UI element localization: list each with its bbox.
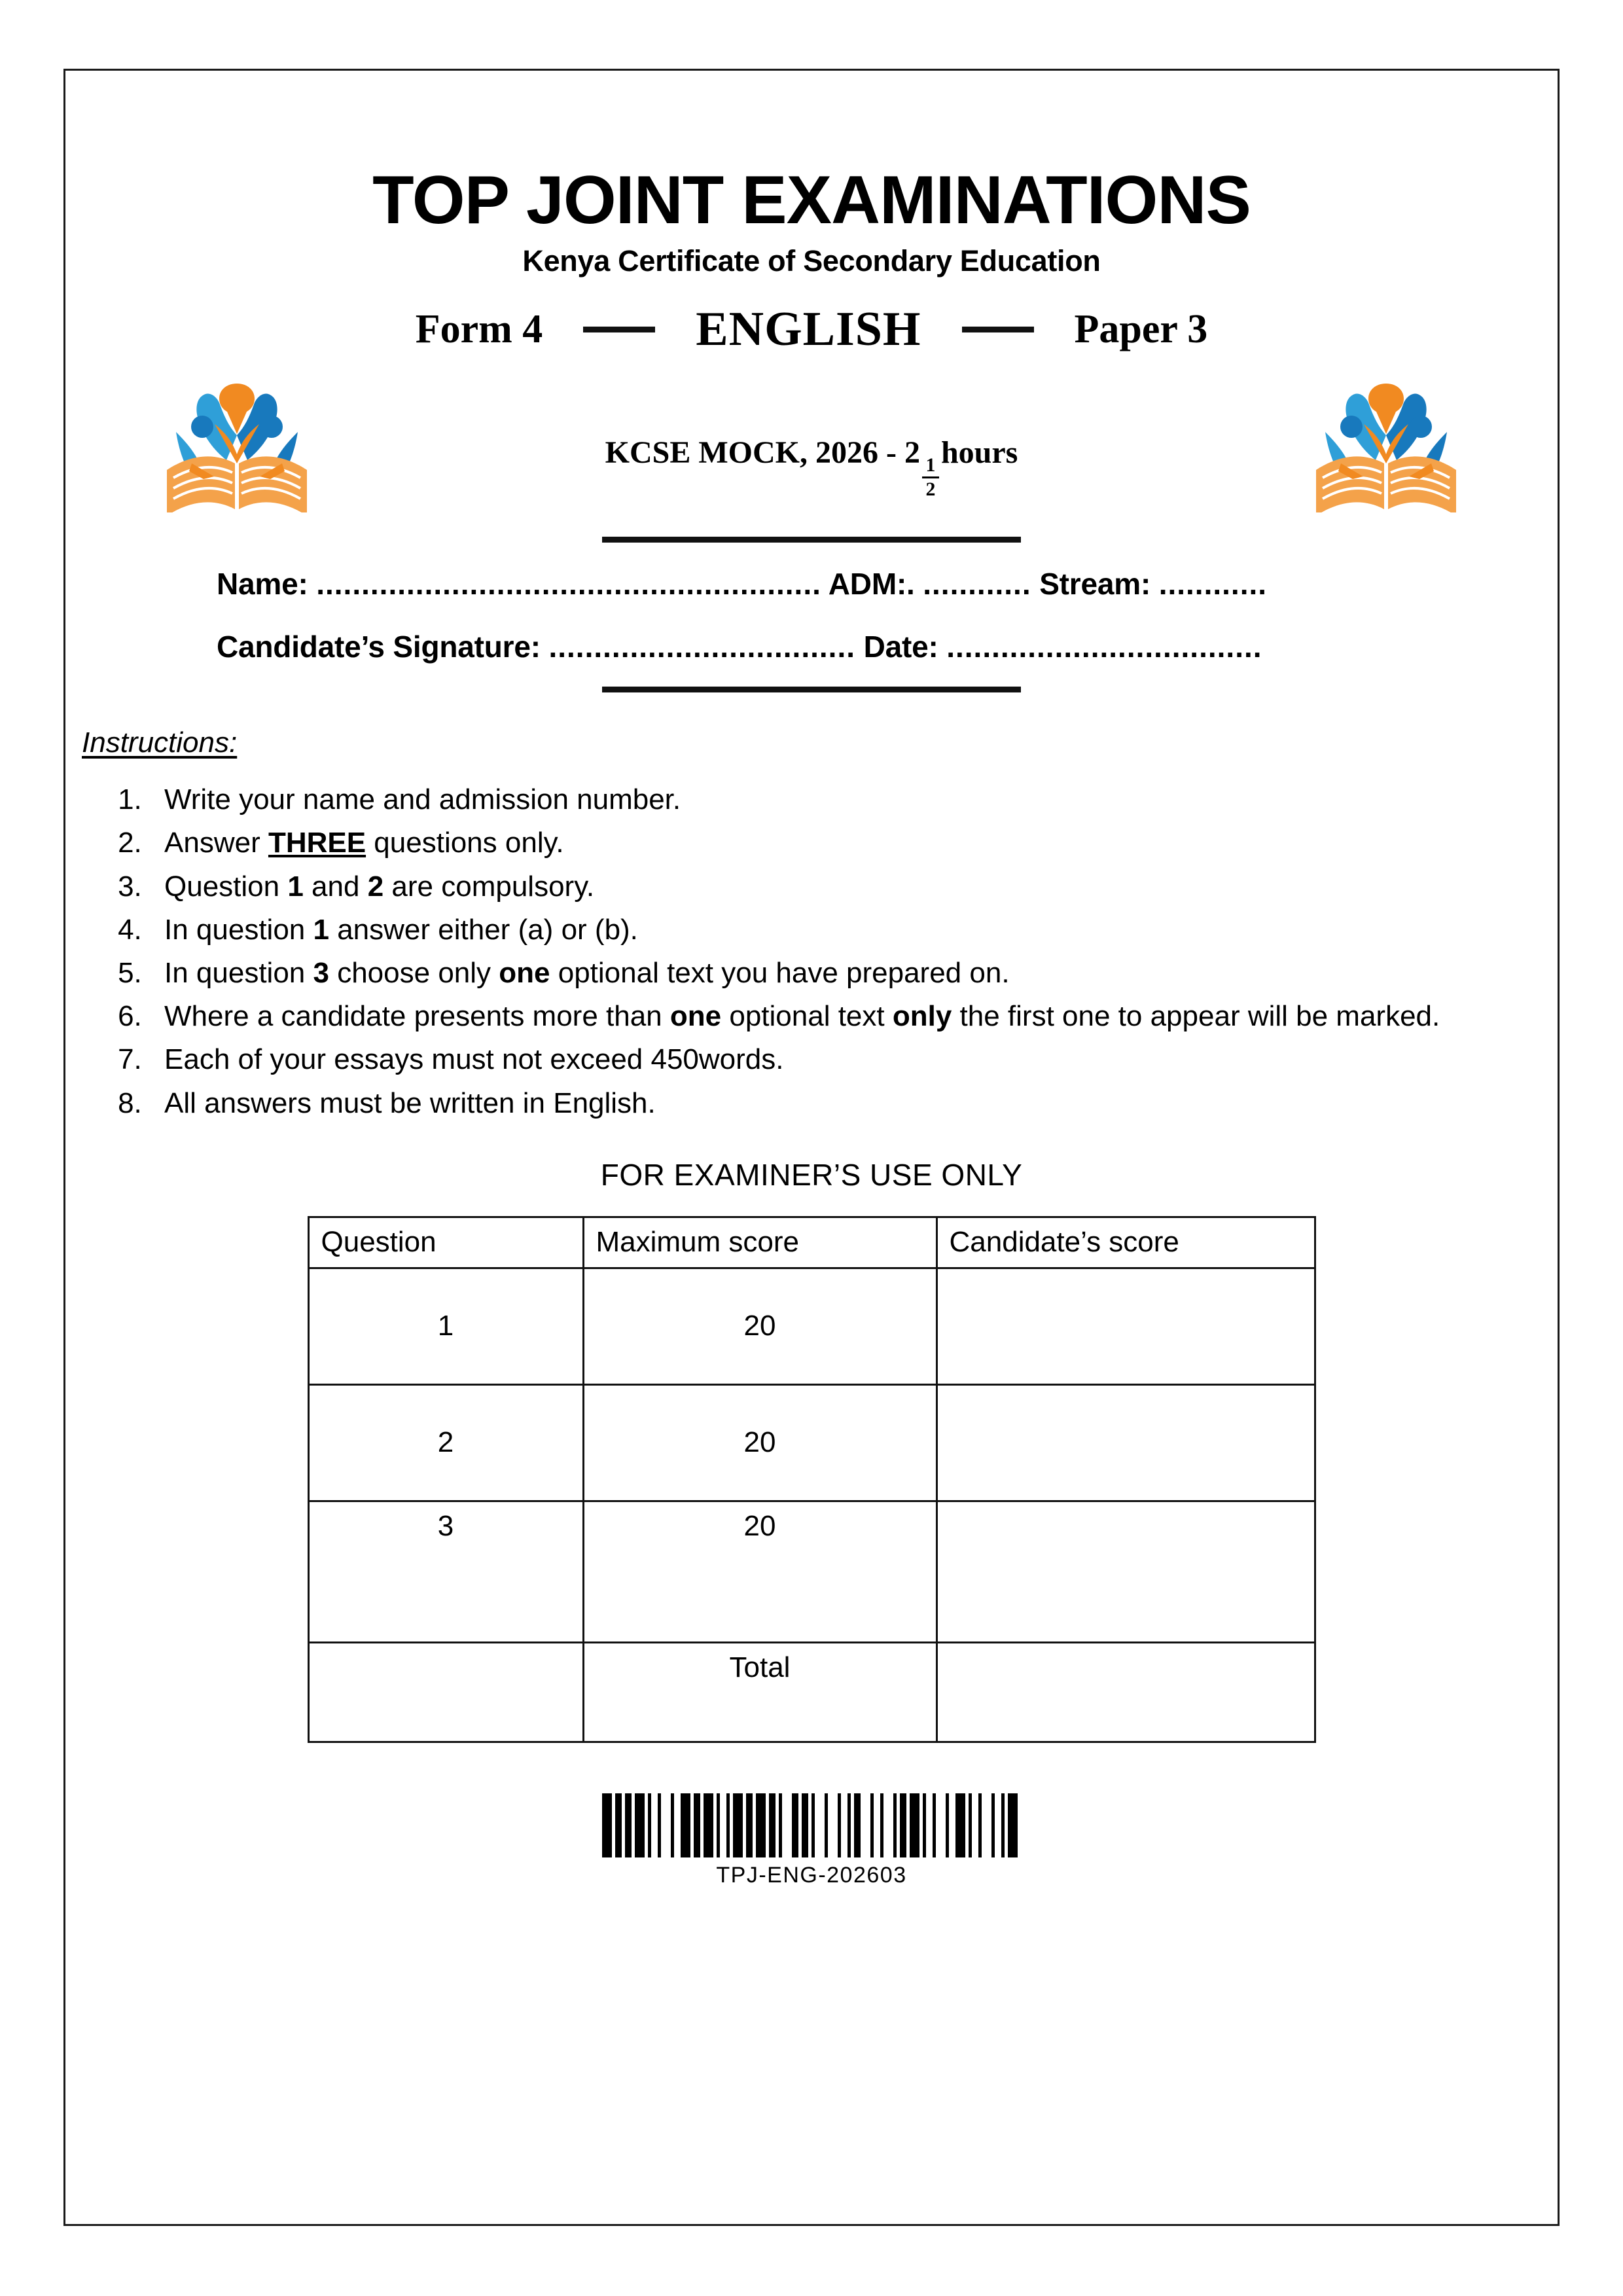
cell-maximum-score: 20 [583, 1268, 936, 1384]
cell-question-number: 3 [308, 1501, 583, 1642]
barcode-label: TPJ-ENG-202603 [716, 1862, 907, 1888]
exam-logo-right [1311, 372, 1461, 512]
dash-separator-right [962, 327, 1034, 332]
instruction-text: optional text you have prepared on. [550, 957, 1010, 990]
instruction-emphasis: one [669, 1000, 722, 1033]
adm-input-dots[interactable]: ............ [923, 567, 1031, 601]
date-label: Date: [863, 630, 938, 664]
name-input-dots[interactable]: ........................................................ [316, 567, 821, 601]
instruction-item [150, 1039, 1560, 1081]
adm-label: ADM:. [828, 567, 915, 601]
instruction-text: Write your name and admission number. [164, 783, 681, 816]
fraction-denominator: 2 [925, 478, 936, 500]
fraction-numerator: 1 [925, 454, 936, 476]
barcode-block [63, 1785, 1560, 1888]
header-divider-bottom [602, 687, 1021, 692]
cell-maximum-score: 20 [583, 1501, 936, 1642]
instruction-emphasis: THREE [268, 827, 366, 859]
instruction-text: Each of your essays must not exceed 450words. [164, 1043, 784, 1076]
instruction-text: choose only [329, 957, 499, 990]
column-header-maximum-score: Maximum score [583, 1217, 936, 1268]
examiner-score-table [308, 1216, 1316, 1743]
instruction-item [150, 866, 1560, 908]
cell-question-number: 2 [308, 1384, 583, 1501]
subject-name: ENGLISH [696, 302, 921, 357]
instruction-text: In question [164, 957, 313, 990]
dash-separator-left [583, 327, 655, 332]
cell-candidate-score[interactable] [936, 1384, 1315, 1501]
stream-input-dots[interactable]: ............ [1158, 567, 1268, 601]
instruction-emphasis: 2 [367, 870, 384, 903]
table-header-row [308, 1217, 1315, 1268]
instruction-emphasis: 1 [313, 913, 329, 946]
instruction-text: optional text [721, 1000, 893, 1033]
instruction-text: answer either (a) or (b). [329, 913, 638, 946]
exam-duration-suffix: hours [940, 435, 1018, 471]
form-label: Form 4 [415, 307, 543, 352]
signature-label: Candidate’s Signature: [217, 630, 541, 664]
instruction-text: the first one to appear will be marked. [952, 1000, 1440, 1033]
duration-fraction [922, 456, 939, 500]
column-header-candidate-score: Candidate’s score [936, 1217, 1315, 1268]
column-header-question: Question [308, 1217, 583, 1268]
header-divider-top [602, 537, 1021, 543]
name-label: Name: [217, 567, 308, 601]
page-subtitle: Kenya Certificate of Secondary Education [522, 244, 1101, 278]
table-row [308, 1268, 1315, 1384]
cell-total-candidate-score[interactable] [936, 1642, 1315, 1742]
cell-maximum-score: 20 [583, 1384, 936, 1501]
cell-question-number: 1 [308, 1268, 583, 1384]
signature-input-dots[interactable]: .................................. [548, 630, 855, 664]
instructions-list [63, 779, 1560, 1124]
instruction-emphasis: one [499, 957, 550, 990]
cell-candidate-score[interactable] [936, 1501, 1315, 1642]
instruction-text: and [303, 870, 368, 903]
page-title: TOP JOINT EXAMINATIONS [372, 162, 1251, 238]
examiner-use-heading: FOR EXAMINER’S USE ONLY [600, 1157, 1023, 1192]
cell-total-label: Total [583, 1642, 936, 1742]
instruction-item [150, 952, 1560, 994]
exam-paper-page [63, 69, 1560, 2226]
instruction-emphasis: only [892, 1000, 952, 1033]
subject-row [63, 302, 1560, 357]
instruction-item [150, 909, 1560, 951]
instruction-item [150, 996, 1560, 1037]
instruction-item [150, 1083, 1560, 1124]
table-row [308, 1384, 1315, 1501]
instruction-text: are compulsory. [383, 870, 595, 903]
instruction-text: In question [164, 913, 313, 946]
instruction-emphasis: 3 [313, 957, 329, 990]
candidate-signature-line [63, 629, 1560, 664]
instruction-item [150, 779, 1560, 821]
logo-band [63, 372, 1560, 522]
exam-duration-prefix: KCSE MOCK, 2026 - 2 [605, 435, 920, 471]
barcode-image [602, 1793, 1021, 1857]
paper-label: Paper 3 [1074, 307, 1208, 352]
instruction-text: Answer [164, 827, 268, 859]
instruction-item [150, 822, 1560, 864]
instruction-text: Where a candidate presents more than [164, 1000, 670, 1033]
instruction-text: questions only. [366, 827, 564, 859]
date-input-dots[interactable]: ................................... [946, 630, 1262, 664]
instruction-text: Question [164, 870, 288, 903]
instructions-heading: Instructions: [82, 726, 238, 759]
stream-label: Stream: [1039, 567, 1151, 601]
instruction-text: All answers must be written in English. [164, 1086, 656, 1119]
instruction-emphasis: 1 [287, 870, 304, 903]
table-body [308, 1268, 1315, 1742]
table-row-total [308, 1642, 1315, 1742]
candidate-name-line [63, 566, 1560, 601]
cell-total-blank [308, 1642, 583, 1742]
table-row [308, 1501, 1315, 1642]
cell-candidate-score[interactable] [936, 1268, 1315, 1384]
